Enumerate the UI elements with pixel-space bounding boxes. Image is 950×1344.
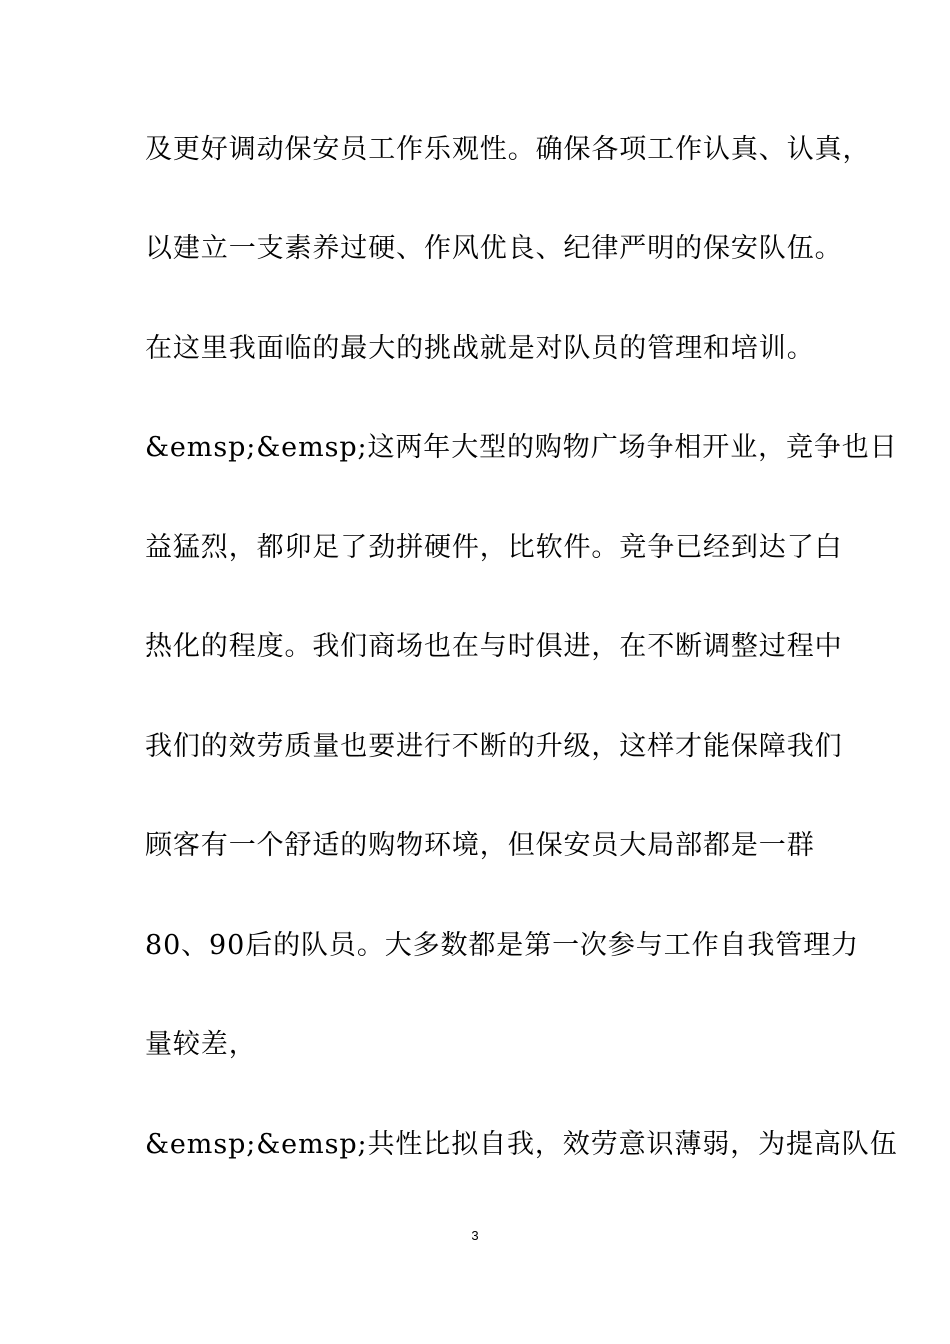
text-line-9: 80、90后的队员。大多数都是第一次参与工作自我管理力 xyxy=(145,930,860,961)
text-line-1: 及更好调动保安员工作乐观性。确保各项工作认真、认真， xyxy=(145,134,871,165)
text-line-5: 益猛烈，都卯足了劲拼硬件，比软件。竞争已经到达了白 xyxy=(145,532,843,563)
page-number: 3 xyxy=(471,1228,479,1243)
text-line-8: 顾客有一个舒适的购物环境，但保安员大局部都是一群 xyxy=(145,830,815,861)
text-line-4: &emsp;&emsp;这两年大型的购物广场争相开业，竞争也日 xyxy=(145,432,898,463)
text-line-7: 我们的效劳质量也要进行不断的升级，这样才能保障我们 xyxy=(145,731,843,762)
text-line-10: 量较差， xyxy=(145,1029,257,1060)
text-line-2: 以建立一支素养过硬、作风优良、纪律严明的保安队伍。 xyxy=(145,233,843,264)
text-line-6: 热化的程度。我们商场也在与时俱进，在不断调整过程中 xyxy=(145,631,843,662)
text-line-3: 在这里我面临的最大的挑战就是对队员的管理和培训。 xyxy=(145,333,815,364)
text-line-11: &emsp;&emsp;共性比拟自我，效劳意识薄弱，为提高队伍 xyxy=(145,1129,898,1160)
